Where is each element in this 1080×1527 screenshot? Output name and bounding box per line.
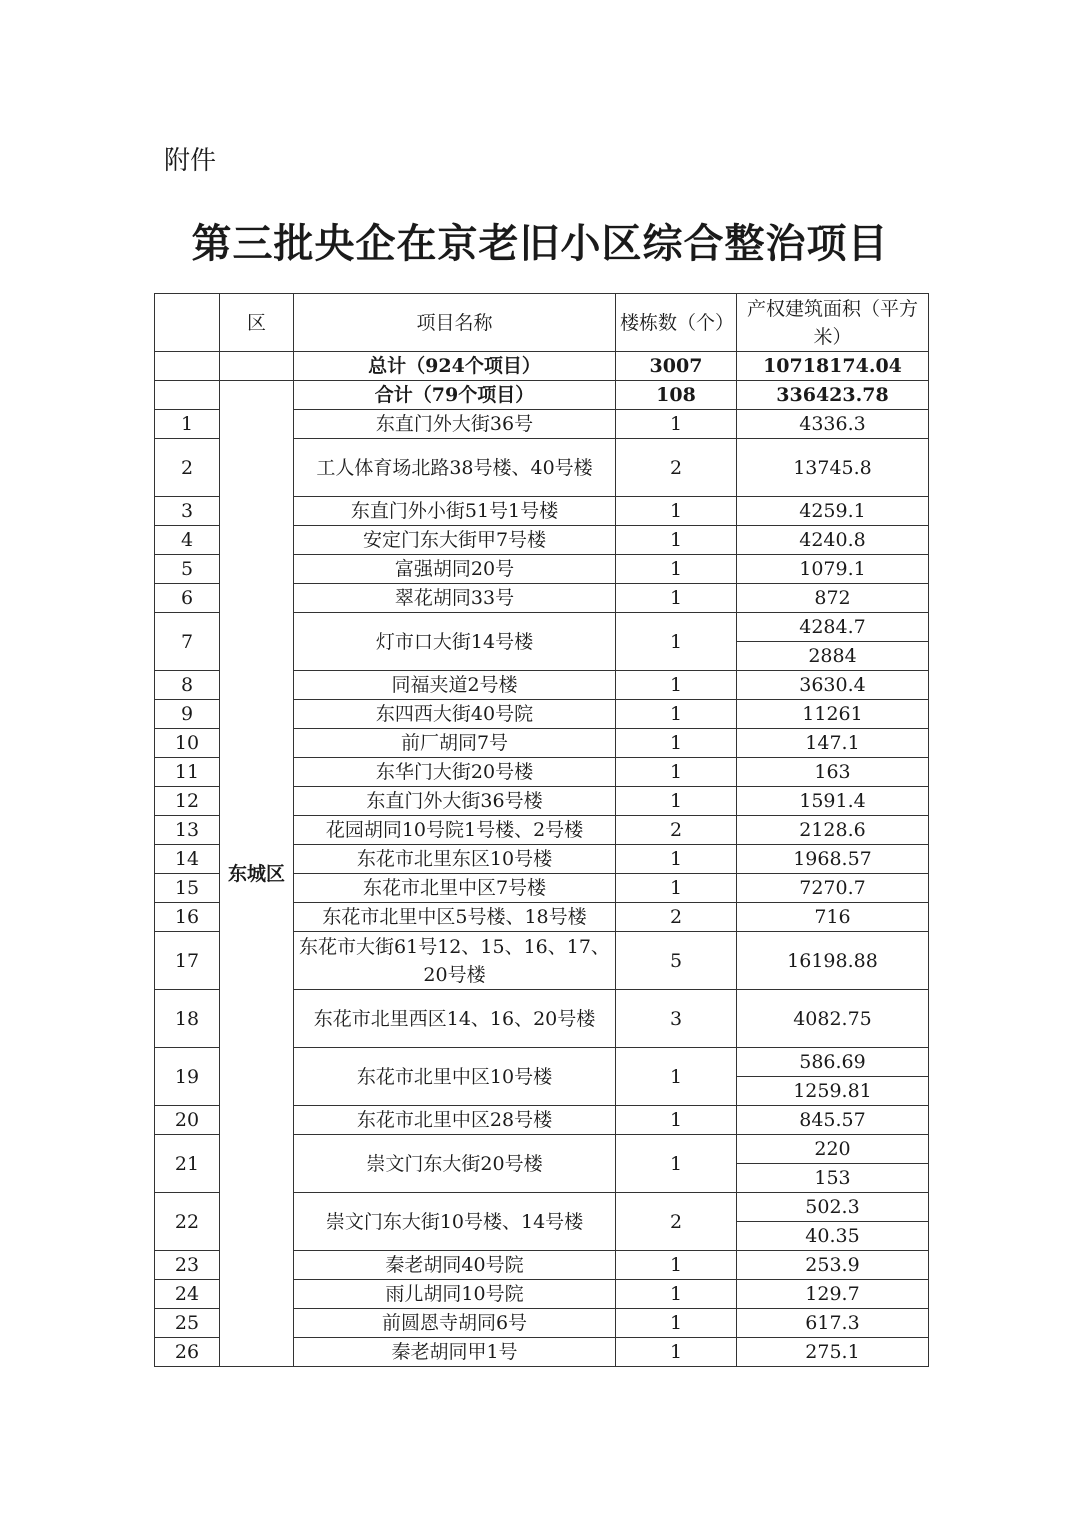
row-floor-area: 4336.3 [737,410,929,439]
row-building-count: 1 [616,1135,737,1193]
row-project-name: 东直门外大街36号 [294,410,616,439]
row-floor-area: 716 [737,903,929,932]
row-floor-area: 586.69 [737,1048,929,1077]
district-cell [220,381,294,1367]
row-building-count: 1 [616,787,737,816]
row-floor-area: 129.7 [737,1280,929,1309]
row-floor-area: 163 [737,758,929,787]
row-index: 16 [155,903,220,932]
total-district [220,352,294,381]
row-floor-area: 4240.8 [737,526,929,555]
subtotal-area: 336423.78 [737,381,929,410]
row-floor-area: 16198.88 [737,932,929,990]
row-building-count: 1 [616,555,737,584]
row-project-name: 花园胡同10号院1号楼、2号楼 [294,816,616,845]
row-project-name: 秦老胡同40号院 [294,1251,616,1280]
row-project-name: 崇文门东大街20号楼 [294,1135,616,1193]
total-buildings: 3007 [616,352,737,381]
row-index: 1 [155,410,220,439]
row-index: 21 [155,1135,220,1193]
row-floor-area: 147.1 [737,729,929,758]
row-floor-area: 617.3 [737,1309,929,1338]
row-building-count: 1 [616,1338,737,1367]
header-building-count: 楼栋数（个） [616,294,737,352]
total-area: 10718174.04 [737,352,929,381]
row-building-count: 1 [616,410,737,439]
row-project-name: 东花市北里东区10号楼 [294,845,616,874]
row-project-name: 东华门大街20号楼 [294,758,616,787]
row-project-name: 工人体育场北路38号楼、40号楼 [294,439,616,497]
row-index: 9 [155,700,220,729]
subtotal-row [155,381,929,410]
row-index: 2 [155,439,220,497]
row-project-name: 安定门东大街甲7号楼 [294,526,616,555]
row-index: 12 [155,787,220,816]
row-floor-area: 1259.81 [737,1077,929,1106]
row-index: 25 [155,1309,220,1338]
row-building-count: 1 [616,1251,737,1280]
row-project-name: 灯市口大街14号楼 [294,613,616,671]
row-index: 8 [155,671,220,700]
row-index: 13 [155,816,220,845]
row-project-name: 同福夹道2号楼 [294,671,616,700]
row-floor-area: 13745.8 [737,439,929,497]
row-index: 4 [155,526,220,555]
row-index: 19 [155,1048,220,1106]
row-index: 6 [155,584,220,613]
row-floor-area: 11261 [737,700,929,729]
row-building-count: 2 [616,816,737,845]
row-building-count: 3 [616,990,737,1048]
row-index: 23 [155,1251,220,1280]
row-building-count: 1 [616,613,737,671]
subtotal-label: 合计（79个项目） [294,381,616,410]
row-building-count: 2 [616,903,737,932]
total-index [155,352,220,381]
row-building-count: 1 [616,1309,737,1338]
row-project-name: 东四西大街40号院 [294,700,616,729]
row-project-name: 秦老胡同甲1号 [294,1338,616,1367]
row-project-name: 东直门外小街51号1号楼 [294,497,616,526]
row-building-count: 1 [616,1280,737,1309]
row-index: 17 [155,932,220,990]
row-floor-area: 275.1 [737,1338,929,1367]
header-floor-area: 产权建筑面积（平方米） [737,294,929,352]
row-floor-area: 1591.4 [737,787,929,816]
row-project-name: 东花市北里中区28号楼 [294,1106,616,1135]
header-district: 区 [220,294,294,352]
row-project-name: 崇文门东大街10号楼、14号楼 [294,1193,616,1251]
row-index: 24 [155,1280,220,1309]
row-building-count: 1 [616,758,737,787]
row-building-count: 1 [616,845,737,874]
district-name: 东城区 [227,862,285,885]
total-row [155,352,929,381]
project-table [154,293,929,1367]
row-floor-area: 872 [737,584,929,613]
row-floor-area: 2128.6 [737,816,929,845]
row-project-name: 东花市北里中区7号楼 [294,874,616,903]
total-label: 总计（924个项目） [294,352,616,381]
row-index: 22 [155,1193,220,1251]
row-floor-area: 1968.57 [737,845,929,874]
subtotal-buildings: 108 [616,381,737,410]
row-index: 20 [155,1106,220,1135]
row-project-name: 东直门外大街36号楼 [294,787,616,816]
row-building-count: 1 [616,584,737,613]
row-building-count: 1 [616,729,737,758]
row-floor-area: 4259.1 [737,497,929,526]
attachment-label: 附件 [164,146,217,176]
row-floor-area: 253.9 [737,1251,929,1280]
row-floor-area: 40.35 [737,1222,929,1251]
row-building-count: 1 [616,1106,737,1135]
row-project-name: 东花市北里中区5号楼、18号楼 [294,903,616,932]
row-index: 3 [155,497,220,526]
row-project-name: 东花市北里中区10号楼 [294,1048,616,1106]
row-project-name: 翠花胡同33号 [294,584,616,613]
row-index: 5 [155,555,220,584]
row-project-name: 富强胡同20号 [294,555,616,584]
table-body [155,352,929,1367]
header-index [155,294,220,352]
header-project-name: 项目名称 [294,294,616,352]
document-title: 第三批央企在京老旧小区综合整治项目 [191,221,889,267]
row-building-count: 5 [616,932,737,990]
row-building-count: 1 [616,874,737,903]
row-floor-area: 4284.7 [737,613,929,642]
row-floor-area: 1079.1 [737,555,929,584]
row-building-count: 1 [616,497,737,526]
row-floor-area: 2884 [737,642,929,671]
row-building-count: 1 [616,526,737,555]
row-building-count: 1 [616,671,737,700]
row-floor-area: 220 [737,1135,929,1164]
row-index: 15 [155,874,220,903]
row-building-count: 1 [616,700,737,729]
row-project-name: 东花市北里西区14、16、20号楼 [294,990,616,1048]
row-index: 10 [155,729,220,758]
row-index: 11 [155,758,220,787]
row-floor-area: 502.3 [737,1193,929,1222]
table-header-row [155,294,929,352]
row-project-name: 前厂胡同7号 [294,729,616,758]
row-floor-area: 3630.4 [737,671,929,700]
row-project-name: 东花市大街61号12、15、16、17、20号楼 [294,932,616,990]
row-floor-area: 153 [737,1164,929,1193]
row-index: 26 [155,1338,220,1367]
row-floor-area: 7270.7 [737,874,929,903]
row-project-name: 雨儿胡同10号院 [294,1280,616,1309]
row-building-count: 2 [616,439,737,497]
row-building-count: 1 [616,1048,737,1106]
row-building-count: 2 [616,1193,737,1251]
row-floor-area: 845.57 [737,1106,929,1135]
row-index: 7 [155,613,220,671]
row-project-name: 前圆恩寺胡同6号 [294,1309,616,1338]
row-floor-area: 4082.75 [737,990,929,1048]
subtotal-index [155,381,220,410]
row-index: 18 [155,990,220,1048]
row-index: 14 [155,845,220,874]
